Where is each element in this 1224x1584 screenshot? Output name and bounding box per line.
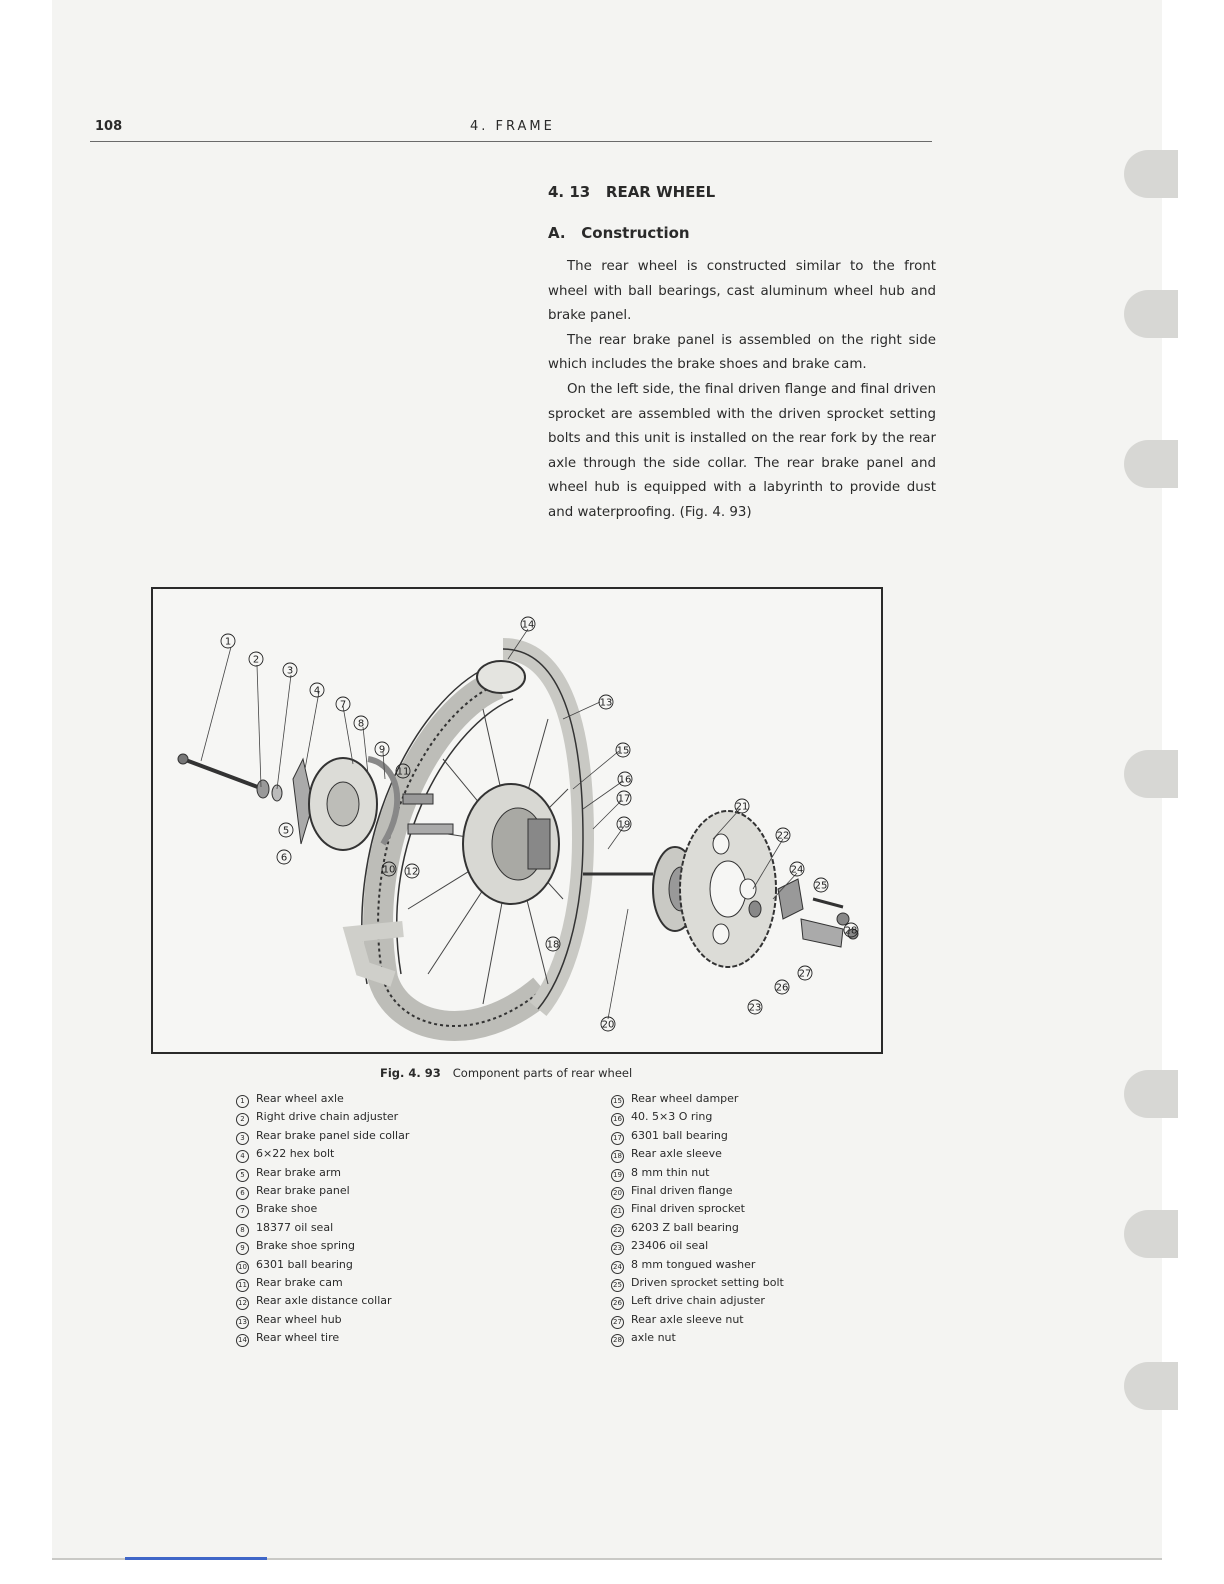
part-number: 5	[236, 1169, 249, 1182]
part-name: Rear brake arm	[256, 1165, 341, 1179]
list-item	[611, 1182, 784, 1200]
part-number: 27	[611, 1316, 624, 1329]
callout-11: 11	[396, 766, 410, 778]
list-item	[236, 1274, 409, 1292]
part-number: 13	[236, 1316, 249, 1329]
list-item	[611, 1256, 784, 1274]
list-item	[611, 1311, 784, 1329]
parts-list-right	[611, 1090, 784, 1348]
part-number: 23	[611, 1242, 624, 1255]
part-name: Rear wheel damper	[631, 1092, 739, 1105]
figure-caption-text: Component parts of rear wheel	[452, 1066, 633, 1080]
list-item	[611, 1164, 784, 1182]
part-name: Rear axle distance collar	[256, 1294, 392, 1308]
part-number: 2	[236, 1113, 249, 1126]
callout-28: 28	[844, 925, 858, 937]
construction-text	[548, 255, 936, 526]
list-item	[236, 1219, 409, 1237]
part-number: 21	[611, 1205, 624, 1218]
part-number: 9	[236, 1242, 249, 1255]
part-name: 40. 5×3 O ring	[631, 1110, 713, 1124]
list-item	[236, 1127, 409, 1145]
list-item	[611, 1200, 784, 1218]
list-item	[236, 1329, 409, 1347]
binder-hole	[1124, 290, 1178, 338]
part-number: 1	[236, 1095, 249, 1108]
list-item	[611, 1274, 784, 1292]
callout-21: 21	[735, 801, 749, 813]
binder-hole	[1124, 440, 1178, 488]
callout-20: 20	[601, 1019, 615, 1031]
part-number: 15	[611, 1095, 624, 1108]
list-item	[611, 1329, 784, 1347]
list-item	[236, 1182, 409, 1200]
callout-16: 16	[618, 774, 632, 786]
part-name: Driven sprocket setting bolt	[631, 1276, 784, 1290]
list-item	[611, 1108, 784, 1126]
part-name: 23406 oil seal	[631, 1239, 709, 1253]
part-number: 10	[236, 1261, 249, 1274]
callout-25: 25	[814, 880, 828, 892]
part-number: 6	[236, 1187, 249, 1200]
paragraph: On the left side, the final driven flange and final driven sprocket are assembled with the driven sprocket setting bolts and this unit is installed on the rear fork by the rear axle through the side collar. The rear brake panel and wheel hub is equipped with a labyrinth to provide dust and waterproofing. (Fig. 4. 93)	[548, 381, 936, 520]
part-name: 6301 ball bearing	[256, 1257, 353, 1271]
axle-drawing	[178, 754, 282, 801]
running-head: 4. FRAME	[470, 119, 555, 134]
callout-27: 27	[798, 968, 812, 980]
part-name: Final driven flange	[631, 1184, 733, 1198]
callout-26: 26	[775, 982, 789, 994]
part-number: 18	[611, 1150, 624, 1163]
callout-13: 13	[599, 697, 613, 709]
part-number: 11	[236, 1279, 249, 1292]
list-item	[236, 1090, 409, 1108]
parts-list-left	[236, 1090, 409, 1348]
part-name: Rear wheel axle	[256, 1092, 344, 1105]
part-name: 18377 oil seal	[256, 1220, 334, 1234]
callout-10: 10	[382, 864, 396, 876]
list-item	[236, 1145, 409, 1163]
part-number: 4	[236, 1150, 249, 1163]
part-number: 14	[236, 1334, 249, 1347]
subsection-title: A. Construction	[548, 224, 690, 242]
binder-hole	[1124, 750, 1178, 798]
list-item	[611, 1237, 784, 1255]
part-name: Rear axle sleeve nut	[631, 1312, 744, 1326]
callout-9: 9	[378, 744, 386, 756]
part-name: Brake shoe spring	[256, 1239, 355, 1253]
part-number: 8	[236, 1224, 249, 1237]
part-name: Right drive chain adjuster	[256, 1110, 399, 1124]
part-name: 6203 Z ball bearing	[631, 1220, 739, 1234]
callout-4: 4	[313, 685, 321, 697]
callout-18: 18	[546, 939, 560, 951]
section-title: 4. 13 REAR WHEEL	[548, 183, 716, 201]
callout-7: 7	[339, 699, 347, 711]
paragraph: The rear brake panel is assembled on the right side which includes the brake shoes and brake cam.	[548, 332, 936, 373]
part-number: 24	[611, 1261, 624, 1274]
list-item	[611, 1127, 784, 1145]
rear-wheel-exploded-drawing	[153, 589, 881, 1052]
page-bottom-link-bar[interactable]	[125, 1557, 267, 1560]
callout-22: 22	[776, 830, 790, 842]
figure-caption	[380, 1066, 632, 1080]
callout-3: 3	[286, 665, 294, 677]
part-name: Brake shoe	[256, 1202, 318, 1216]
callout-1: 1	[224, 636, 232, 648]
part-number: 26	[611, 1297, 624, 1310]
binder-hole	[1124, 1070, 1178, 1118]
part-name: axle nut	[631, 1331, 676, 1345]
callout-17: 17	[617, 793, 631, 805]
list-item	[611, 1145, 784, 1163]
callout-12: 12	[405, 866, 419, 878]
part-name: Rear axle sleeve	[631, 1147, 722, 1161]
callout-23: 23	[748, 1002, 762, 1014]
list-item	[611, 1090, 784, 1108]
part-number: 17	[611, 1132, 624, 1145]
exploded-view-figure	[151, 587, 883, 1054]
binder-hole	[1124, 1362, 1178, 1410]
list-item	[236, 1311, 409, 1329]
part-name: 6301 ball bearing	[631, 1128, 728, 1142]
list-item	[236, 1200, 409, 1218]
part-number: 16	[611, 1113, 624, 1126]
callout-2: 2	[252, 654, 260, 666]
binder-hole	[1124, 150, 1178, 198]
part-name: Rear brake cam	[256, 1276, 343, 1290]
part-number: 20	[611, 1187, 624, 1200]
part-number: 22	[611, 1224, 624, 1237]
callout-15: 15	[616, 745, 630, 757]
part-number: 19	[611, 1169, 624, 1182]
header-rule	[90, 141, 932, 142]
part-number: 28	[611, 1334, 624, 1347]
part-number: 3	[236, 1132, 249, 1145]
part-name: Rear brake panel side collar	[256, 1128, 410, 1142]
part-number: 25	[611, 1279, 624, 1292]
binder-hole	[1124, 1210, 1178, 1258]
callout-6: 6	[280, 852, 288, 864]
callout-24: 24	[790, 864, 804, 876]
callout-8: 8	[357, 718, 365, 730]
callout-14: 14	[521, 619, 535, 631]
part-name: 6×22 hex bolt	[256, 1147, 335, 1161]
figure-number: Fig. 4. 93	[380, 1066, 441, 1080]
list-item	[236, 1292, 409, 1310]
part-name: Rear wheel hub	[256, 1312, 342, 1326]
sprocket-drawing	[680, 811, 858, 967]
hub-drawing	[463, 784, 559, 904]
part-name: Final driven sprocket	[631, 1202, 745, 1216]
part-number: 7	[236, 1205, 249, 1218]
list-item	[611, 1292, 784, 1310]
callout-19: 19	[617, 819, 631, 831]
list-item	[236, 1256, 409, 1274]
list-item	[236, 1237, 409, 1255]
list-item	[611, 1219, 784, 1237]
list-item	[236, 1164, 409, 1182]
part-name: 8 mm thin nut	[631, 1165, 710, 1179]
part-name: Rear brake panel	[256, 1184, 350, 1198]
paragraph: The rear wheel is constructed similar to the front wheel with ball bearings, cast aluminum wheel hub and brake panel.	[548, 259, 936, 324]
part-name: Left drive chain adjuster	[631, 1294, 765, 1308]
list-item	[236, 1108, 409, 1126]
part-number: 12	[236, 1297, 249, 1310]
callout-5: 5	[282, 825, 290, 837]
part-name: 8 mm tongued washer	[631, 1257, 756, 1271]
page-number: 108	[95, 119, 123, 134]
part-name: Rear wheel tire	[256, 1331, 340, 1345]
